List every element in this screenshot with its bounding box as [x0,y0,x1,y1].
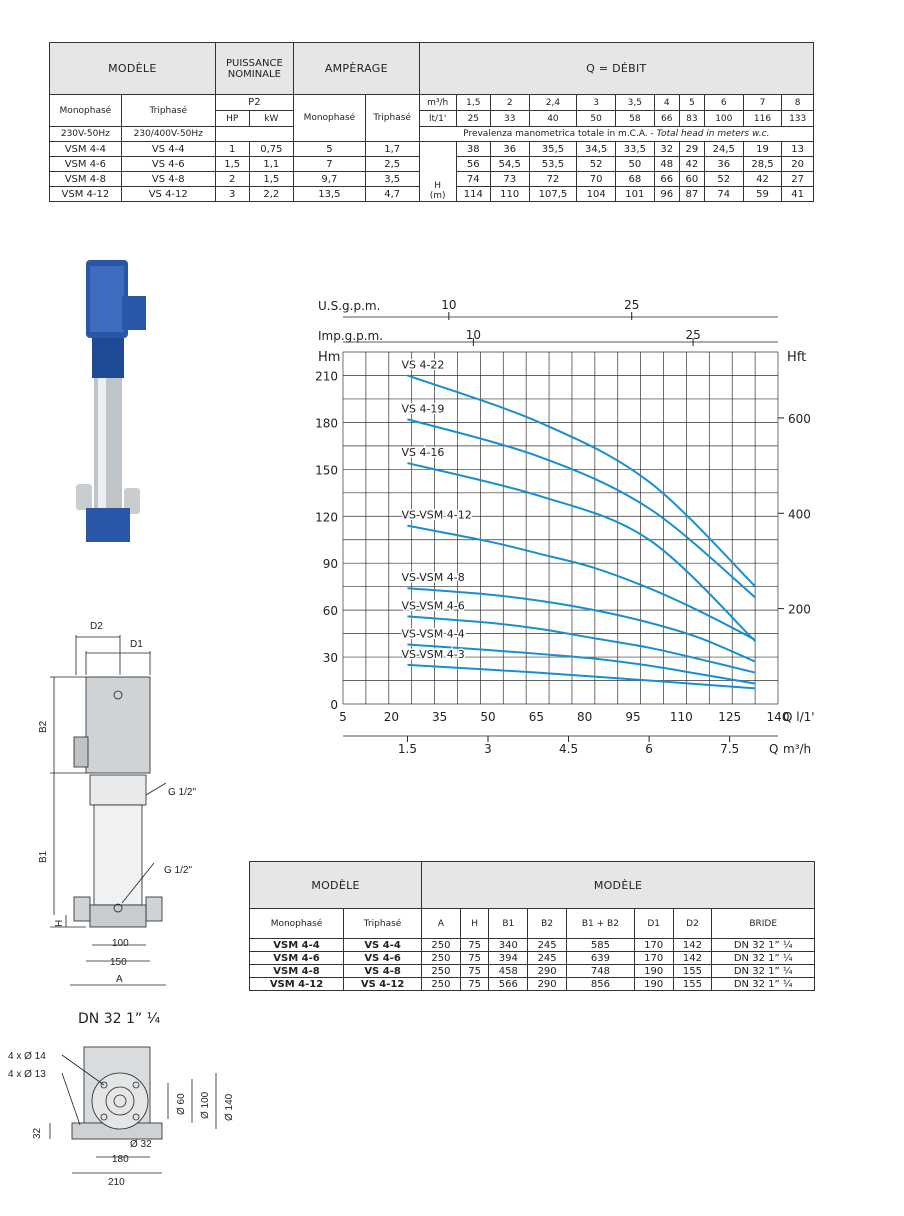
cell-amp-mono: 9,7 [294,172,366,187]
cell-amp-mono: 13,5 [294,187,366,202]
cell-head: 13 [782,142,814,157]
xlabel-lmin: Q l/1' [783,710,815,724]
dim-d2: D2 [90,621,103,632]
cell-hp: 2 [215,172,249,187]
cell-head: 28,5 [743,157,782,172]
dims-cell: 142 [673,939,712,952]
dim-a: A [116,974,123,985]
ytick-left: 120 [315,510,338,525]
dim-100: 100 [112,938,129,949]
dims-cell: VSM 4-4 [250,939,344,952]
q-lt: 83 [679,111,704,127]
xtick-m3h: 4.5 [559,742,579,756]
dims-cell: VS 4-8 [344,965,422,978]
dims-cell: VS 4-4 [344,939,422,952]
dims-cell: VSM 4-12 [250,978,344,991]
cell-head: 24,5 [704,142,743,157]
dims-col-header: B2 [528,909,567,939]
cell-head: 107,5 [529,187,577,202]
cell-head: 73 [490,172,529,187]
cell-hp: 3 [215,187,249,202]
dim-d1: D1 [130,639,143,650]
cell-head: 101 [615,187,654,202]
dims-cell: DN 32 1” ¼ [712,952,815,965]
puissance-header: PUISSANCE NOMINALE [215,43,293,95]
cell-head: 60 [679,172,704,187]
ytick-left: 210 [315,369,338,384]
cell-head: 35,5 [529,142,577,157]
ytick-right: 400 [788,507,811,522]
cell-head: 36 [704,157,743,172]
dims-cell: DN 32 1” ¼ [712,978,815,991]
ytick-right: 600 [788,411,811,426]
cell-head: 54,5 [490,157,529,172]
ylabel-left: Hm [318,350,341,365]
cell-head: 70 [577,172,616,187]
dims-cell: 290 [528,978,567,991]
dims-cell: DN 32 1” ¼ [712,939,815,952]
debit-header: Q = DÉBIT [419,43,813,95]
dims-cell: 250 [422,978,461,991]
amp-mono-label: Monophasé [294,95,366,142]
xtick-lmin: 5 [339,710,347,724]
ytick-right: 200 [788,602,811,617]
xtick-lmin: 35 [432,710,448,724]
xtick-m3h: 3 [484,742,492,756]
dims-cell: VS 4-12 [344,978,422,991]
dim-h: H [54,919,65,927]
cell-amp-tri: 2,5 [365,157,419,172]
dims-cell: 250 [422,965,461,978]
dims-cell: 250 [422,952,461,965]
cell-amp-tri: 3,5 [365,172,419,187]
ytick-left: 60 [322,604,338,619]
dims-cell: 75 [460,952,489,965]
cell-amp-tri: 4,7 [365,187,419,202]
pump-dimension-drawing [30,615,230,995]
cell-head: 56 [456,157,490,172]
q-m3h: 6 [704,95,743,111]
dims-head-modele-2: MODÈLE [422,862,815,909]
cell-head: 20 [782,157,814,172]
dim-150: 150 [110,957,127,968]
dims-col-header: D1 [634,909,673,939]
pump-photo [72,256,162,556]
cell-head: 38 [456,142,490,157]
series-label: VS 4-19 [401,402,445,416]
dims-col-header: D2 [673,909,712,939]
dims-cell: 639 [567,952,635,965]
q-m3h: 3,5 [615,95,654,111]
dims-col-header: B1 [489,909,528,939]
dims-cell: 190 [634,965,673,978]
q-m3h: 7 [743,95,782,111]
dim-g2: G 1/2" [164,865,193,876]
series-label: VS-VSM 4-3 [401,647,465,661]
dims-col-header: BRIDE [712,909,815,939]
amperage-header: AMPÈRAGE [294,43,420,95]
cell-head: 27 [782,172,814,187]
flange-d100: Ø 100 [200,1091,211,1119]
cell-amp-mono: 7 [294,157,366,172]
xtick-m3h: 7.5 [720,742,740,756]
dims-cell: 75 [460,978,489,991]
q-m3h: 1,5 [456,95,490,111]
dim-g1: G 1/2" [168,787,197,798]
cell-tri: VS 4-8 [121,172,215,187]
q-m3h: 2 [490,95,529,111]
cell-mono: VSM 4-8 [50,172,122,187]
dims-cell: 142 [673,952,712,965]
cell-head: 32 [654,142,679,157]
xtick-lmin: 140 [766,710,790,724]
curve-vs-vsm-4-6 [407,616,755,672]
cell-head: 42 [679,157,704,172]
ytick-left: 30 [322,651,338,666]
dims-head-modele-1: MODÈLE [250,862,422,909]
flange-d60: Ø 60 [176,1093,187,1115]
unit-m3h: m³/h [419,95,456,111]
dims-cell: VSM 4-6 [250,952,344,965]
performance-table [49,42,814,202]
dims-cell: 245 [528,952,567,965]
cell-head: 29 [679,142,704,157]
flange-180: 180 [112,1154,129,1165]
cell-kw: 1,5 [249,172,293,187]
series-label: VS-VSM 4-4 [401,627,465,641]
axis-top2-tick: 25 [685,328,701,342]
series-label: VS-VSM 4-6 [401,599,465,613]
axis-top1-tick: 10 [441,298,457,312]
cell-head: 74 [704,187,743,202]
cell-head: 48 [654,157,679,172]
dims-cell: VSM 4-8 [250,965,344,978]
dims-col-header: B1 + B2 [567,909,635,939]
flange-d140: Ø 140 [224,1093,235,1121]
q-m3h: 5 [679,95,704,111]
series-label: VS-VSM 4-8 [401,571,465,585]
cell-head: 96 [654,187,679,202]
q-lt: 25 [456,111,490,127]
dims-cell: 155 [673,978,712,991]
cell-head: 36 [490,142,529,157]
cell-head: 33,5 [615,142,654,157]
cell-head: 87 [679,187,704,202]
curve-vs-vsm-4-3 [407,665,755,688]
cell-amp-tri: 1,7 [365,142,419,157]
volt-tri: 230/400V-50Hz [121,127,215,142]
cell-head: 50 [615,157,654,172]
dims-cell: 250 [422,939,461,952]
performance-chart [300,290,820,770]
q-lt: 66 [654,111,679,127]
dims-cell: 75 [460,965,489,978]
q-lt: 33 [490,111,529,127]
q-lt: 58 [615,111,654,127]
dims-cell: DN 32 1” ¼ [712,965,815,978]
table-row [250,978,815,991]
table-row [250,939,815,952]
dims-col-header: Monophasé [250,909,344,939]
table-row [250,965,815,978]
dims-cell: 155 [673,965,712,978]
dims-cell: 245 [528,939,567,952]
table-row [50,142,814,157]
dims-cell: 458 [489,965,528,978]
cell-head: 53,5 [529,157,577,172]
q-m3h: 3 [577,95,616,111]
dims-cell: 585 [567,939,635,952]
cell-head: 114 [456,187,490,202]
flange-h13: 4 x Ø 13 [8,1069,46,1080]
flange-d32: Ø 32 [130,1139,152,1150]
cell-head: 72 [529,172,577,187]
xlabel-m3h-unit: m³/h [783,742,812,756]
cell-tri: VS 4-6 [121,157,215,172]
flange-h32: 32 [32,1127,43,1139]
cell-kw: 2,2 [249,187,293,202]
dims-cell: 394 [489,952,528,965]
dims-cell: 190 [634,978,673,991]
unit-lt: lt/1' [419,111,456,127]
dim-b1: B1 [38,850,49,863]
dims-col-header: H [460,909,489,939]
cell-tri: VS 4-4 [121,142,215,157]
xtick-lmin: 50 [480,710,496,724]
xtick-lmin: 20 [383,710,399,724]
p2-label: P2 [215,95,293,111]
dims-col-header: A [422,909,461,939]
volt-mono: 230V-50Hz [50,127,122,142]
dims-cell: 75 [460,939,489,952]
cell-hp: 1 [215,142,249,157]
dims-cell: 566 [489,978,528,991]
flange-h14: 4 x Ø 14 [8,1051,46,1062]
dim-b2: B2 [38,720,49,733]
cell-amp-mono: 5 [294,142,366,157]
cell-head: 68 [615,172,654,187]
axis-top2-tick: 10 [465,328,482,342]
tri-label: Triphasé [121,95,215,127]
q-lt: 50 [577,111,616,127]
q-lt: 133 [782,111,814,127]
series-label: VS 4-22 [401,358,445,372]
cell-head: 34,5 [577,142,616,157]
xtick-m3h: 6 [645,742,653,756]
q-lt: 116 [743,111,782,127]
head-note: Prevalenza manometrica totale in m.C.A. - Total head in meters w.c. [419,127,813,142]
q-m3h: 8 [782,95,814,111]
curve-vs-4-22 [407,375,755,586]
cell-head: 59 [743,187,782,202]
ytick-left: 90 [322,557,338,572]
dims-cell: 170 [634,939,673,952]
cell-tri: VS 4-12 [121,187,215,202]
modele-header: MODÈLE [50,43,216,95]
ytick-left: 0 [330,698,338,712]
cell-mono: VSM 4-4 [50,142,122,157]
xtick-lmin: 65 [528,710,544,724]
cell-head: 42 [743,172,782,187]
cell-head: 110 [490,187,529,202]
cell-head: 19 [743,142,782,157]
q-m3h: 2,4 [529,95,577,111]
dims-cell: 290 [528,965,567,978]
ytick-left: 150 [315,463,338,478]
amp-tri-label: Triphasé [365,95,419,142]
xtick-lmin: 110 [669,710,693,724]
cell-head: 104 [577,187,616,202]
dims-cell: 748 [567,965,635,978]
series-label: VS 4-16 [401,446,445,460]
flange-210: 210 [108,1177,125,1188]
xtick-lmin: 125 [718,710,742,724]
cell-head: 74 [456,172,490,187]
ytick-left: 180 [315,416,338,431]
cell-kw: 1,1 [249,157,293,172]
dims-cell: VS 4-6 [344,952,422,965]
xtick-m3h: 1.5 [397,742,417,756]
cell-head: 66 [654,172,679,187]
axis-top1-label: U.S.g.p.m. [318,299,381,313]
cell-hp: 1,5 [215,157,249,172]
cell-mono: VSM 4-6 [50,157,122,172]
hp-label: HP [215,111,249,127]
kw-label: kW [249,111,293,127]
q-m3h: 4 [654,95,679,111]
q-lt: 40 [529,111,577,127]
dims-cell: 340 [489,939,528,952]
xtick-lmin: 95 [625,710,641,724]
cell-head: 52 [577,157,616,172]
table-row [250,952,815,965]
q-lt: 100 [704,111,743,127]
cell-mono: VSM 4-12 [50,187,122,202]
dims-cell: 170 [634,952,673,965]
mono-label: Monophasé [50,95,122,127]
cell-head: 52 [704,172,743,187]
dims-cell: 856 [567,978,635,991]
axis-top2-label: Imp.g.p.m. [318,329,384,343]
xtick-lmin: 80 [577,710,593,724]
axis-top1-tick: 25 [624,298,640,312]
dimensions-table [249,861,815,991]
flange-drawing [0,1035,260,1195]
h-unit-cell: H (m) [419,142,456,202]
ylabel-right: Hft [787,350,807,365]
cell-kw: 0,75 [249,142,293,157]
cell-head: 41 [782,187,814,202]
dims-col-header: Triphasé [344,909,422,939]
xlabel-m3h-q: Q [769,742,779,756]
flange-title: DN 32 1” ¼ [78,1011,161,1027]
series-label: VS-VSM 4-12 [401,508,472,522]
